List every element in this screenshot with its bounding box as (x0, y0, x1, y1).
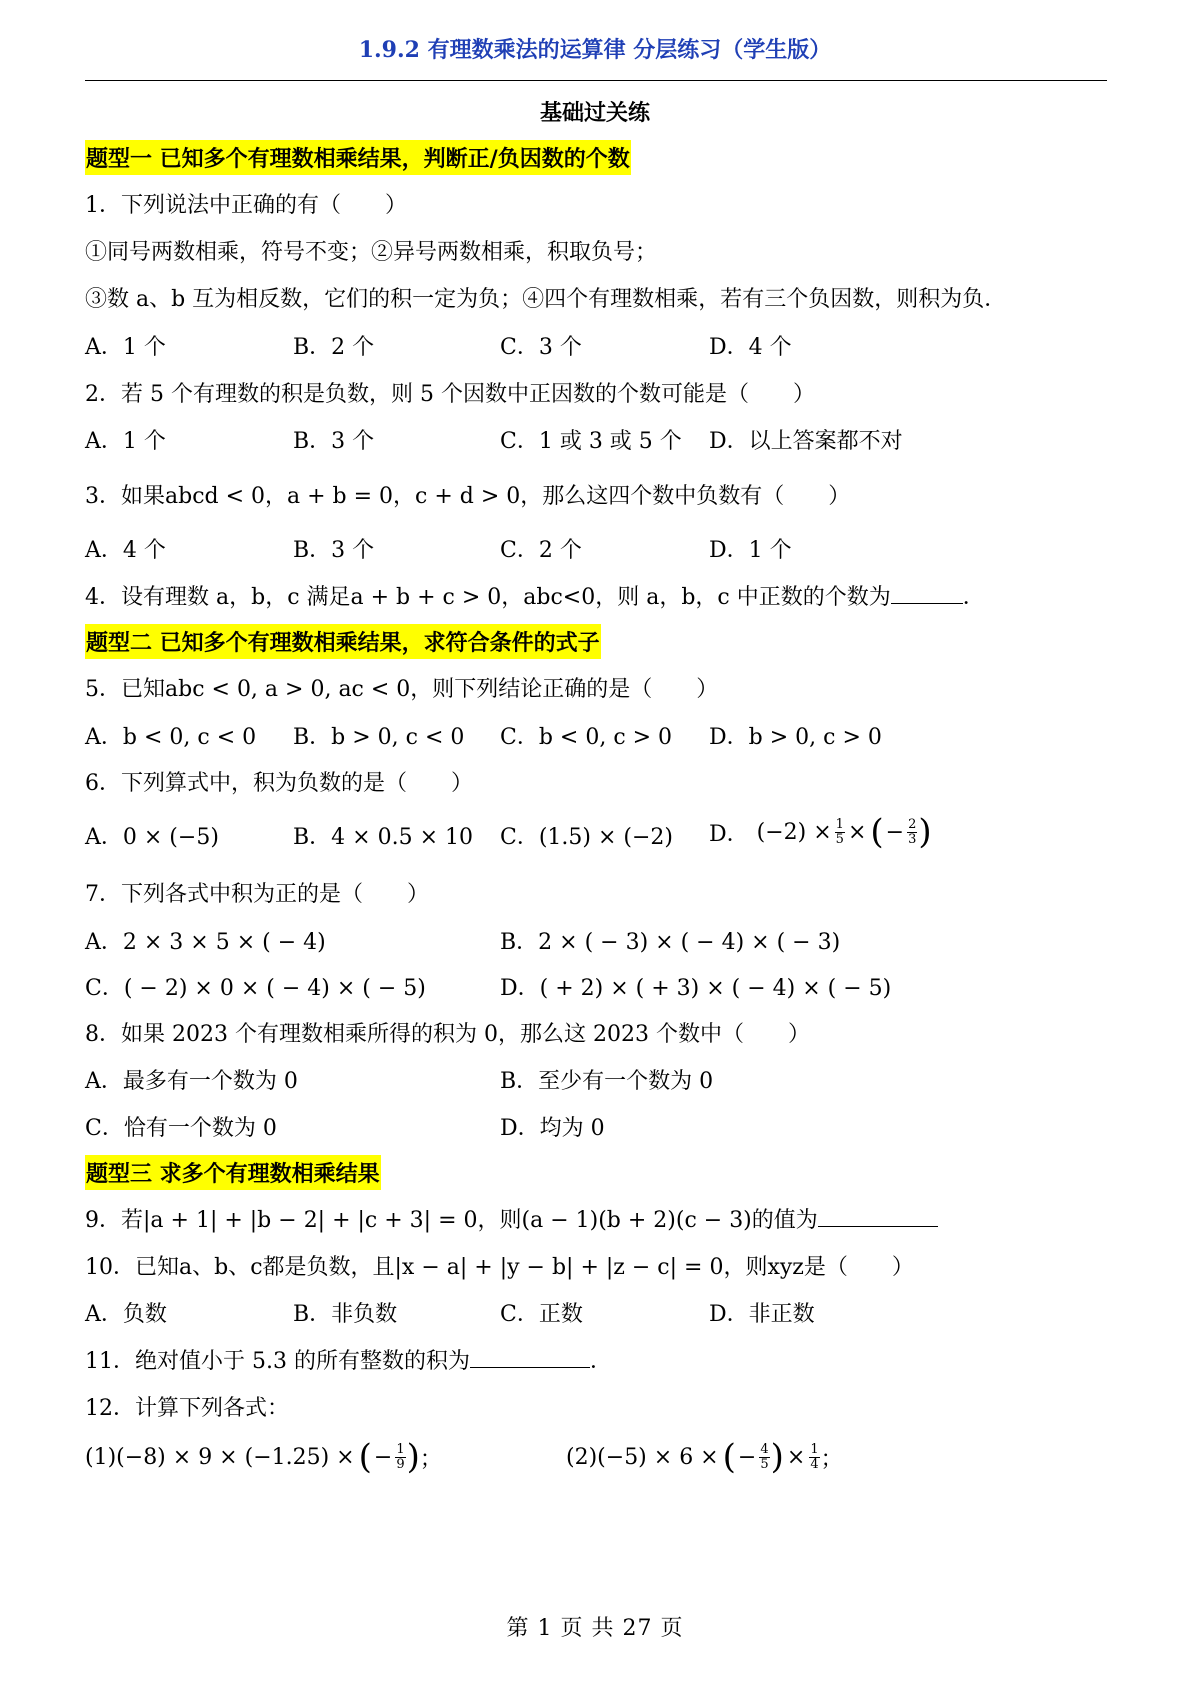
question-6-option-a[interactable]: A．0 × (−5) (85, 825, 219, 850)
question-7-option-a[interactable]: A．2 × 3 × 5 × ( − 4) (85, 930, 326, 955)
question-10-option-b[interactable]: B．非负数 (293, 1302, 398, 1327)
question-7-option-b[interactable]: B．2 × ( − 3) × ( − 4) × ( − 3) (500, 930, 841, 955)
question-12-part-2: (2) (−5) × 6 × ( − $\frac{4}{5}$ ) × $\frac{1}{4}$ ； (566, 1437, 843, 1477)
question-1-option-a[interactable]: A．1 个 (85, 335, 166, 360)
question-7-stem: 7．下列各式中积为正的是（ ） (85, 882, 429, 907)
question-3-option-d[interactable]: D．1 个 (709, 538, 792, 563)
question-1-statement-line2: ③数 a、b 互为相反数，它们的积一定为负；④四个有理数相乘，若有三个负因数，则积为负． (85, 287, 1007, 312)
question-6-option-d[interactable]: D． (−2) × $\frac{1}{5}$ × ( − $\frac{2}{3}$ ) (709, 812, 932, 852)
left-paren: ( (870, 812, 884, 852)
question-7-option-c[interactable]: C．( − 2) × 0 × ( − 4) × ( − 5) (85, 976, 426, 1001)
question-1-stem: 1．下列说法中正确的有（ ） (85, 193, 407, 218)
question-8-stem: 8．如果 2023 个有理数相乘所得的积为 0，那么这 2023 个数中（ ） (85, 1022, 810, 1047)
fraction-four-fifths: $\frac{4}{5}$ (760, 1441, 769, 1472)
question-2-stem: 2．若 5 个有理数的积是负数，则 5 个因数中正因数的个数可能是（ ） (85, 382, 815, 407)
question-11-answer-blank[interactable] (470, 1347, 590, 1368)
question-4 (85, 580, 985, 611)
question-5-option-b[interactable]: B．b > 0, c < 0 (293, 725, 465, 750)
question-6-stem: 6．下列算式中，积为负数的是（ ） (85, 771, 473, 796)
question-11-end: ． (589, 1349, 612, 1374)
fraction-one-ninth: $\frac{1}{9}$ (396, 1441, 405, 1472)
question-8-option-b[interactable]: B．至少有一个数为 0 (500, 1069, 714, 1094)
fraction-two-thirds: $\frac{2}{3}$ (908, 816, 917, 847)
fraction-one-fifth: $\frac{1}{5}$ (835, 816, 844, 847)
question-3-stem: 3．如果abcd < 0，a + b = 0，c + d > 0，那么这四个数中负数有（ ） (85, 484, 851, 509)
question-3-option-b[interactable]: B．3 个 (293, 538, 375, 563)
question-12-part-1: (1) (−8) × 9 × (−1.25) × ( − $\frac{1}{9}$ ) ； (85, 1437, 442, 1477)
question-5-option-d[interactable]: D．b > 0, c > 0 (709, 725, 882, 750)
question-11-stem: 11．绝对值小于 5.3 的所有整数的积为 (85, 1349, 470, 1374)
question-4-end: ． (962, 585, 985, 610)
question-2-option-b[interactable]: B．3 个 (293, 429, 375, 454)
question-8-option-d[interactable]: D．均为 0 (500, 1116, 605, 1141)
question-10-option-a[interactable]: A．负数 (85, 1302, 167, 1327)
question-8-option-a[interactable]: A．最多有一个数为 0 (85, 1069, 298, 1094)
question-10-stem: 10．已知a、b、c都是负数，且|x − a| + |y − b| + |z − c| = 0，则xyz是（ ） (85, 1255, 914, 1280)
question-4-stem: 4．设有理数 a，b，c 满足a + b + c > 0，abc<0，则 a，b，c 中正数的个数为 (85, 585, 891, 610)
question-10-option-d[interactable]: D．非正数 (709, 1302, 815, 1327)
question-10-option-c[interactable]: C．正数 (500, 1302, 583, 1327)
right-paren: ) (918, 812, 932, 852)
question-5-option-a[interactable]: A．b < 0, c < 0 (85, 725, 257, 750)
question-2-option-d[interactable]: D．以上答案都不对 (709, 429, 903, 454)
question-2-option-a[interactable]: A．1 个 (85, 429, 166, 454)
question-4-answer-blank[interactable] (891, 583, 963, 604)
category-heading-2: 题型二 已知多个有理数相乘结果，求符合条件的式子 (85, 624, 601, 659)
question-12-stem: 12．计算下列各式： (85, 1396, 289, 1421)
question-3-option-c[interactable]: C．2 个 (500, 538, 582, 563)
question-1-statement-line1: ①同号两数相乘，符号不变；②异号两数相乘，积取负号； (85, 240, 658, 265)
question-6-option-c[interactable]: C．(1.5) × (−2) (500, 825, 674, 850)
question-1-option-c[interactable]: C．3 个 (500, 335, 582, 360)
question-1-option-b[interactable]: B．2 个 (293, 335, 375, 360)
question-1-option-d[interactable]: D．4 个 (709, 335, 792, 360)
question-5-stem: 5．已知abc < 0, a > 0, ac < 0，则下列结论正确的是（ ） (85, 677, 719, 702)
question-7-option-d[interactable]: D．( + 2) × ( + 3) × ( − 4) × ( − 5) (500, 976, 892, 1001)
fraction-one-quarter: $\frac{1}{4}$ (810, 1441, 819, 1472)
question-9-answer-blank[interactable] (818, 1206, 938, 1227)
question-9 (85, 1203, 938, 1234)
section-title: 基础过关练 (539, 100, 650, 126)
question-11 (85, 1344, 612, 1375)
question-9-stem: 9．若|a + 1| + |b − 2| + |c + 3| = 0，则(a − 1)(b + 2)(c − 3)的值为 (85, 1208, 818, 1233)
document-title: 1.9.2 有理数乘法的运算律 分层练习（学生版） (358, 37, 832, 63)
page-number: 第 1 页 共 27 页 (506, 1616, 684, 1641)
category-heading-1: 题型一 已知多个有理数相乘结果，判断正/负因数的个数 (85, 140, 631, 175)
category-heading-3: 题型三 求多个有理数相乘结果 (85, 1155, 381, 1190)
question-6-option-b[interactable]: B．4 × 0.5 × 10 (293, 825, 473, 850)
question-2-option-c[interactable]: C．1 或 3 或 5 个 (500, 429, 682, 454)
question-3-option-a[interactable]: A．4 个 (85, 538, 166, 563)
question-8-option-c[interactable]: C．恰有一个数为 0 (85, 1116, 277, 1141)
header-divider (85, 80, 1107, 81)
question-5-option-c[interactable]: C．b < 0, c > 0 (500, 725, 673, 750)
